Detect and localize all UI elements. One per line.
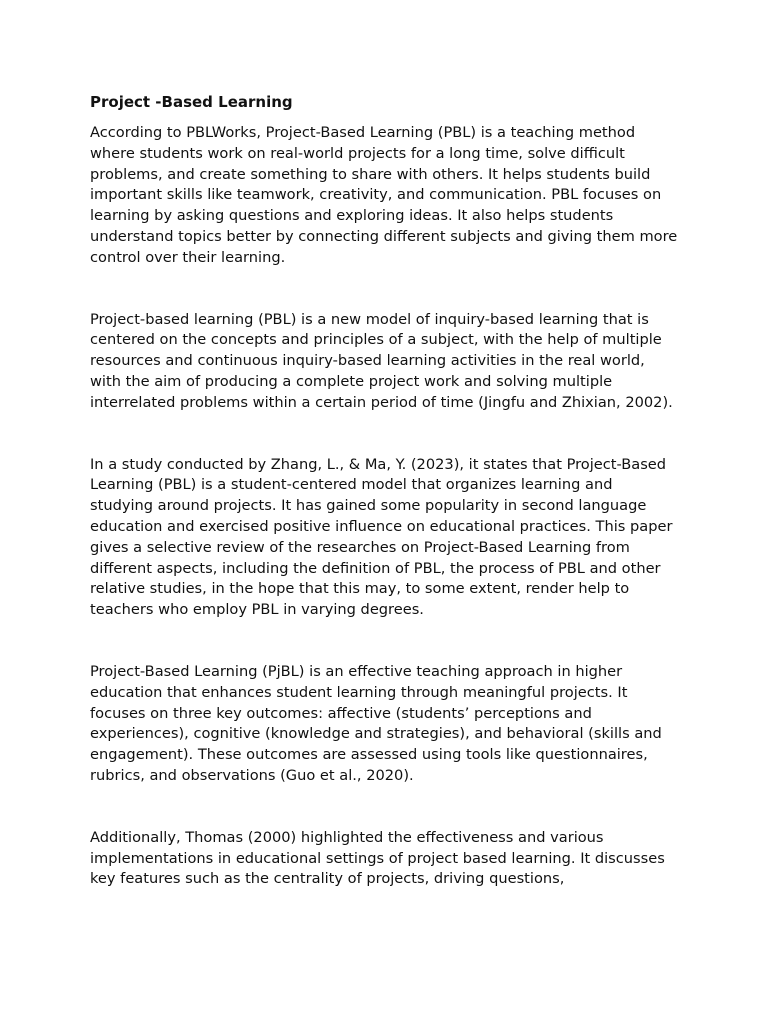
document-page: [90, 92, 680, 931]
paragraph-pblworks-definition: According to PBLWorks, Project-Based Learning (PBL) is a teaching method where students work on real-world projects for a long time, solve difficult problems, and create something to share with others. It helps students build important skills like teamwork, creativity, and communication. PBL focuses on learning by asking questions and exploring ideas. It also helps students understand topics better by connecting different subjects and giving them more control over their learning.: [90, 124, 678, 266]
paragraph-pjbl-outcomes: Project-Based Learning (PjBL) is an effective teaching approach in higher education that enhances student learning through meaningful projects. It focuses on three key outcomes: affective (students’ perceptions and experiences), cognitive (knowledge and strategies), and behavioral (skills and engagement). These outcomes are assessed using tools like questionnaires, rubrics, and observations (Guo et al., 2020).: [90, 662, 662, 784]
document-title: Project -Based Learning: [90, 93, 293, 111]
paragraph-thomas-2000: Additionally, Thomas (2000) highlighted the effectiveness and various implementations in educational settings of project based learning. It discusses key features such as the centrality of projects, driving questions,: [90, 828, 665, 888]
paragraph-zhang-ma-study: In a study conducted by Zhang, L., & Ma, Y. (2023), it states that Project-Based Learning (PBL) is a student-centered model that organizes learning and studying around projects. It has gained some popularity in second language education and exercised positive influence on educational practices. This paper gives a selective review of the researches on Project-Based Learning from different aspects, including the definition of PBL, the process of PBL and other relative studies, in the hope that this may, to some extent, render help to teachers who employ PBL in varying degrees.: [90, 455, 673, 619]
paragraph-inquiry-model: Project-based learning (PBL) is a new model of inquiry-based learning that is centered on the concepts and principles of a subject, with the help of multiple resources and continuous inquiry-based learning activities in the real world, with the aim of producing a complete project work and solving multiple interrelated problems within a certain period of time (Jingfu and Zhixian, 2002).: [90, 310, 673, 411]
